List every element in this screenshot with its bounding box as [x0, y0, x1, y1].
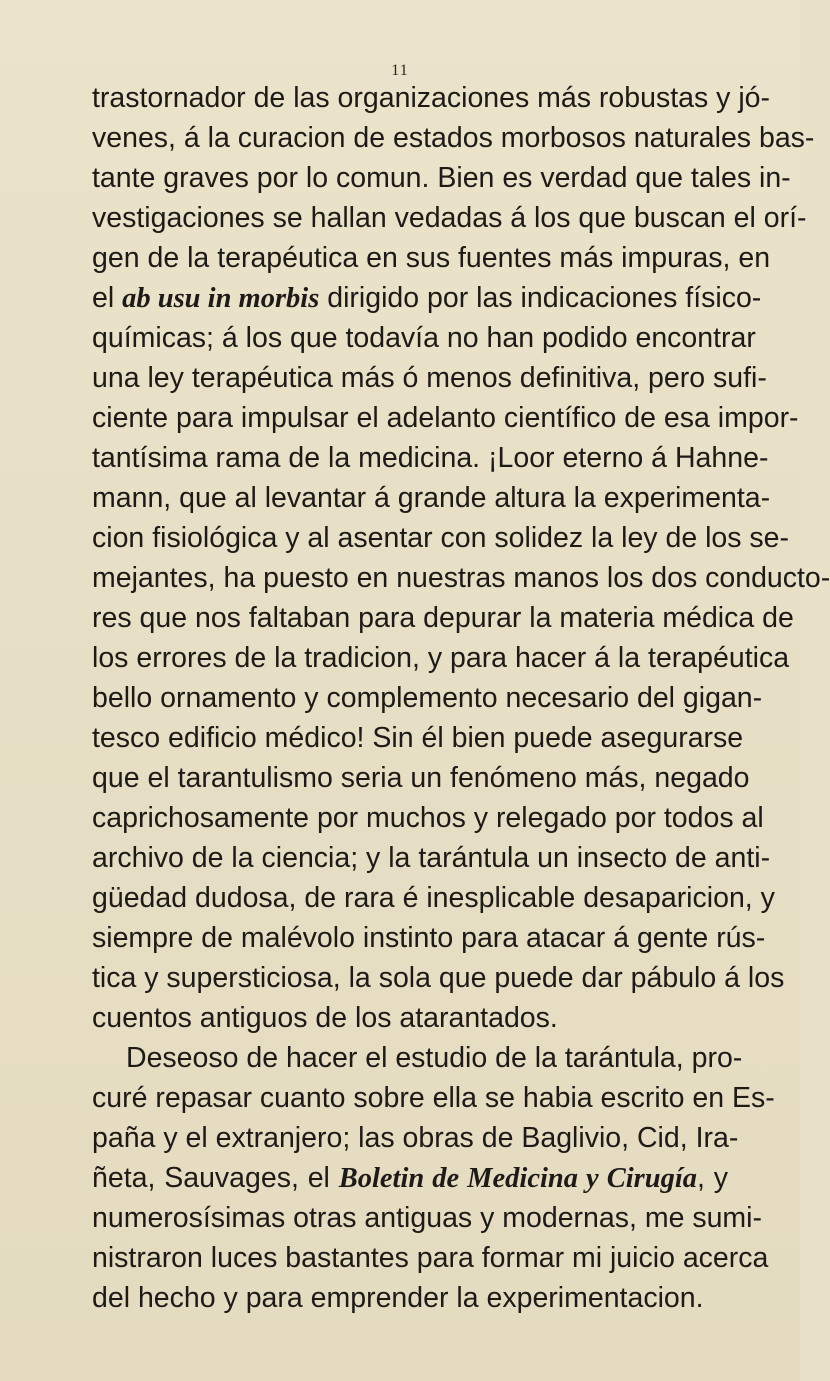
paragraph-end-line: cuentos antiguos de los atarantados. — [92, 1002, 558, 1034]
text-segment: dirigido por las indicaciones físico- — [319, 282, 762, 314]
text-line: curé repasar cuanto sobre ella se habia escrito en Es- — [92, 1082, 775, 1114]
text-line: bello ornamento y complemento necesario del gigan- — [92, 682, 763, 714]
text-line: siempre de malévolo instinto para atacar á gente rús- — [92, 922, 766, 954]
text-line — [92, 1158, 728, 1198]
text-line: mann, que al levantar á grande altura la experimenta- — [92, 482, 771, 514]
text-segment: el — [92, 282, 123, 314]
text-line: ciente para impulsar el adelanto científico de esa impor- — [92, 402, 799, 434]
text-segment: ñeta, Sauvages, el — [92, 1162, 339, 1194]
text-line: tesco edificio médico! Sin él bien puede asegurarse — [92, 722, 744, 754]
text-line: güedad dudosa, de rara é inesplicable desaparicion, y — [92, 882, 775, 914]
text-line: res que nos faltaban para depurar la materia médica de — [92, 602, 794, 634]
text-line: vestigaciones se hallan vedadas á los que buscan el orí- — [92, 202, 807, 234]
text-line: nistraron luces bastantes para formar mi juicio acerca — [92, 1242, 769, 1274]
latin-phrase: ab usu in morbis — [122, 283, 320, 314]
text-segment: , y — [697, 1162, 728, 1194]
text-line: tica y supersticiosa, la sola que puede dar pábulo á los — [92, 962, 785, 994]
paragraph-start-line: Deseoso de hacer el estudio de la tarántula, pro- — [126, 1042, 743, 1074]
text-line: una ley terapéutica más ó menos definitiva, pero sufi- — [92, 362, 767, 394]
text-line: paña y el extranjero; las obras de Baglivio, Cid, Ira- — [92, 1122, 739, 1154]
text-line — [92, 278, 762, 318]
page-number: 11 — [391, 62, 409, 79]
text-line: los errores de la tradicion, y para hacer á la terapéutica — [92, 642, 790, 674]
text-line: caprichosamente por muchos y relegado por todos al — [92, 802, 764, 834]
text-line: archivo de la ciencia; y la tarántula un insecto de anti- — [92, 842, 771, 874]
text-line: tante graves por lo comun. Bien es verdad que tales in- — [92, 162, 791, 194]
text-line: que el tarantulismo seria un fenómeno más, negado — [92, 762, 750, 794]
journal-title: Boletin de Medicina y Cirugía — [338, 1163, 697, 1194]
text-line: tantísima rama de la medicina. ¡Loor eterno á Hahne- — [92, 442, 769, 474]
paragraph-end-line: del hecho y para emprender la experimentacion. — [92, 1282, 704, 1314]
text-line: trastornador de las organizaciones más robustas y jó- — [92, 82, 771, 114]
text-line: químicas; á los que todavía no han podido encontrar — [92, 322, 756, 354]
text-line: gen de la terapéutica en sus fuentes más impuras, en — [92, 242, 771, 274]
text-line: cion fisiológica y al asentar con solidez la ley de los se- — [92, 522, 790, 554]
body-text — [92, 78, 830, 1318]
text-line: mejantes, ha puesto en nuestras manos los dos conducto- — [92, 562, 830, 594]
text-line: numerosísimas otras antiguas y modernas, me sumi- — [92, 1202, 763, 1234]
text-line: venes, á la curacion de estados morbosos naturales bas- — [92, 122, 815, 154]
